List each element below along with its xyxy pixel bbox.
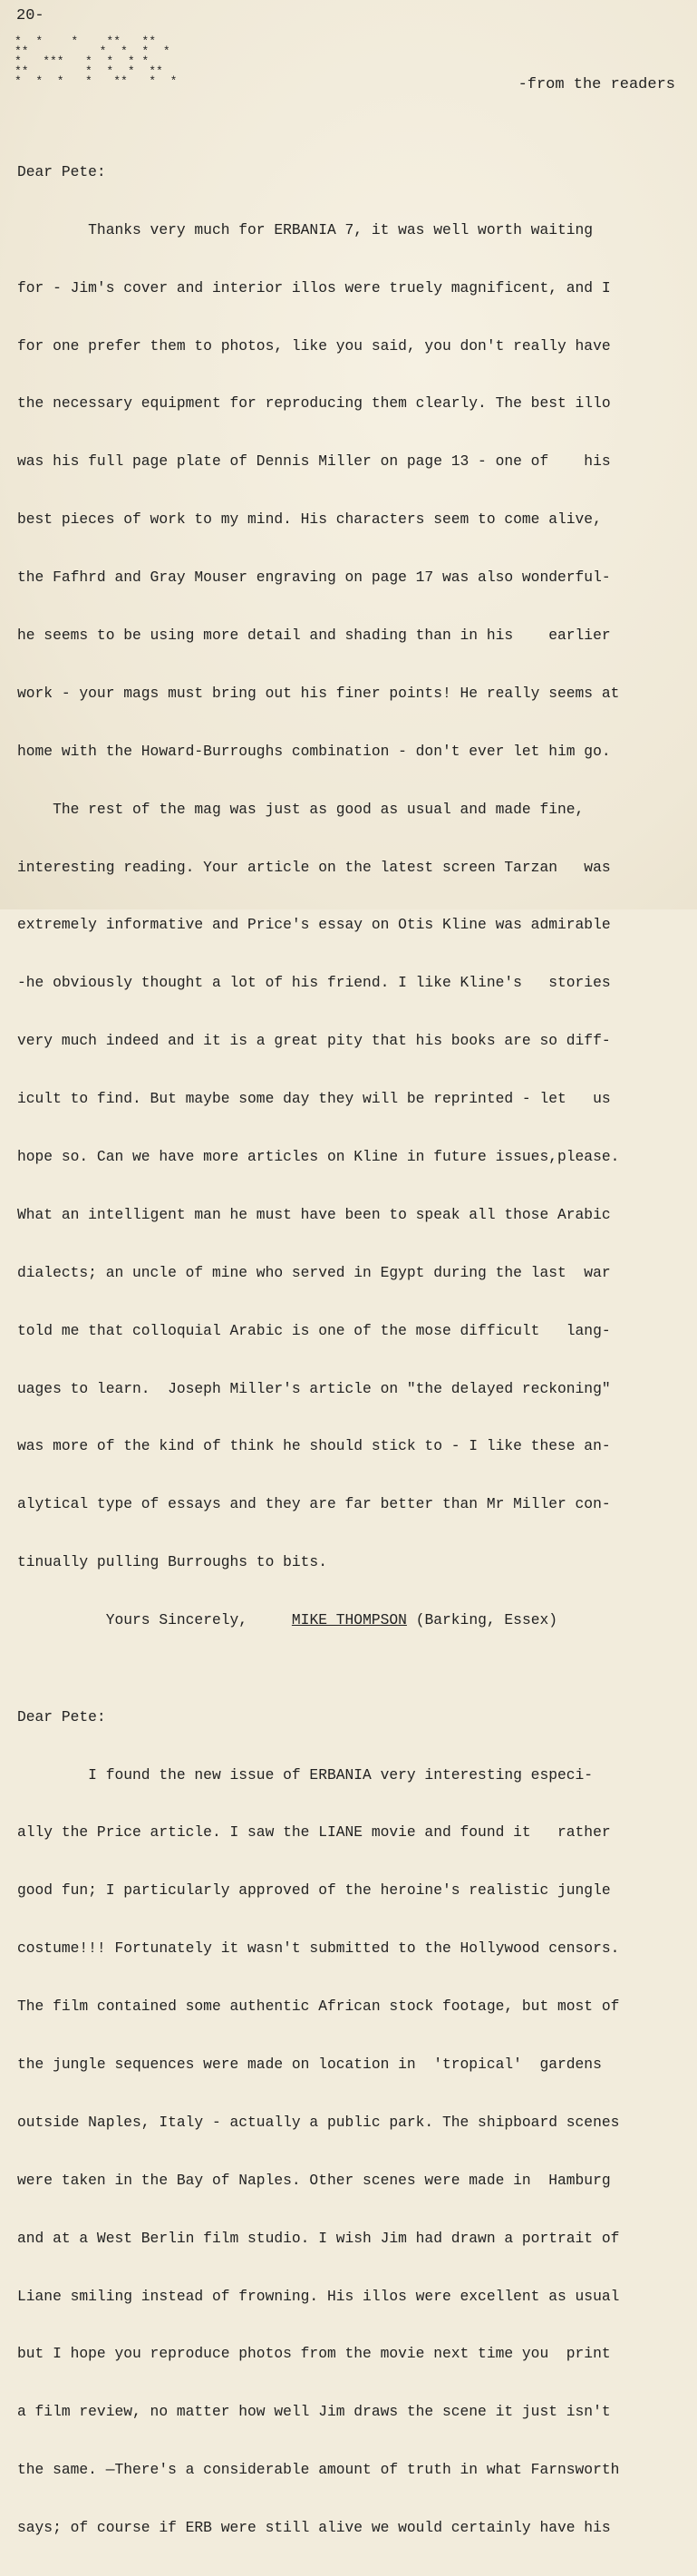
text-line: were taken in the Bay of Naples. Other scenes were made in Hamburg bbox=[17, 2171, 611, 2189]
text-line: a film review, no matter how well Jim draws the scene it just isn't bbox=[17, 2403, 611, 2421]
text-line: icult to find. But maybe some day they will be reprinted - let us bbox=[17, 1090, 611, 1108]
text-line: -he obviously thought a lot of his friend. I like Kline's stories bbox=[17, 974, 611, 992]
text-line: uages to learn. Joseph Miller's article on "the delayed reckoning" bbox=[17, 1379, 611, 1397]
text-line: but I hope you reproduce photos from the movie next time you print bbox=[17, 2345, 611, 2363]
text-line: told me that colloquial Arabic is one of the mose difficult lang- bbox=[17, 1321, 611, 1339]
text-line: I found the new issue of ERBANIA very interesting especi- bbox=[17, 1765, 594, 1784]
text-line: home with the Howard-Burroughs combination - don't ever let him go. bbox=[17, 742, 611, 760]
text-line: work - your mags must bring out his finer points! He really seems at bbox=[17, 684, 620, 702]
text-line: for one prefer them to photos, like you said, you don't really have bbox=[17, 336, 611, 355]
letter-signature bbox=[17, 1610, 679, 1629]
text-line: Thanks very much for ERBANIA 7, it was well worth waiting bbox=[17, 220, 594, 238]
letter-salutation: Dear Pete: bbox=[17, 1707, 106, 1725]
text-line: the jungle sequences were made on location in 'tropical' gardens bbox=[17, 2055, 602, 2073]
text-line: tinually pulling Burroughs to bits. bbox=[17, 1553, 327, 1571]
text-line: The rest of the mag was just as good as usual and made fine, bbox=[17, 800, 585, 818]
text-line: Liane smiling instead of frowning. His illos were excellent as usual bbox=[17, 2287, 620, 2305]
text-line: outside Naples, Italy - actually a public park. The shipboard scenes bbox=[17, 2113, 620, 2131]
text-line: hope so. Can we have more articles on Kline in future issues,please. bbox=[17, 1148, 620, 1166]
text-line: interesting reading. Your article on the latest screen Tarzan was bbox=[17, 858, 611, 876]
text-line: costume!!! Fortunately it wasn't submitted to the Hollywood censors. bbox=[17, 1939, 620, 1958]
text-line: says; of course if ERB were still alive we would certainly have his bbox=[17, 2519, 611, 2537]
section-subtitle: -from the readers bbox=[518, 76, 675, 93]
text-line: ally the Price article. I saw the LIANE movie and found it rather bbox=[17, 1823, 611, 1842]
text-line: good fun; I particularly approved of the heroine's realistic jungle bbox=[17, 1881, 611, 1900]
text-line: for - Jim's cover and interior illos were truely magnificent, and I bbox=[17, 278, 611, 296]
text-line: best pieces of work to my mind. His characters seem to come alive, bbox=[17, 510, 602, 529]
text-line: The film contained some authentic African stock footage, but most of bbox=[17, 1998, 620, 2016]
text-line: he seems to be using more detail and shading than in his earlier bbox=[17, 627, 611, 645]
signature-location: (Barking, Essex) bbox=[415, 1611, 558, 1629]
text-line: was more of the kind of think he should stick to - I like these an- bbox=[17, 1437, 611, 1455]
text-line: was his full page plate of Dennis Miller on page 13 - one of his bbox=[17, 452, 611, 471]
signature-name: MIKE THOMPSON bbox=[291, 1611, 407, 1629]
letter-closing: Yours Sincerely, bbox=[105, 1611, 248, 1629]
text-line: alytical type of essays and they are far better than Mr Miller con- bbox=[17, 1495, 611, 1513]
text-line: What an intelligent man he must have been to speak all those Arabic bbox=[17, 1205, 611, 1223]
text-line: very much indeed and it is a great pity that his books are so diff- bbox=[17, 1032, 611, 1050]
text-line: extremely informative and Price's essay on Otis Kline was admirable bbox=[17, 916, 611, 934]
text-line: dialects; an uncle of mine who served in Egypt during the last war bbox=[17, 1263, 611, 1281]
text-line: the same. —There's a considerable amount of truth in what Farnsworth bbox=[17, 2461, 620, 2479]
text-line: the Fafhrd and Gray Mouser engraving on page 17 was also wonderful- bbox=[17, 569, 611, 587]
letter-salutation: Dear Pete: bbox=[17, 162, 106, 180]
text-line: the necessary equipment for reproducing them clearly. The best illo bbox=[17, 394, 611, 413]
page-number: 20- bbox=[16, 7, 44, 24]
section-title-art: * * * ** ** ** * * * * * *** * * * * ** * * * ** * * * * ** * * bbox=[15, 34, 178, 88]
letters-body bbox=[17, 104, 679, 2576]
text-line: and at a West Berlin film studio. I wish Jim had drawn a portrait of bbox=[17, 2229, 620, 2247]
